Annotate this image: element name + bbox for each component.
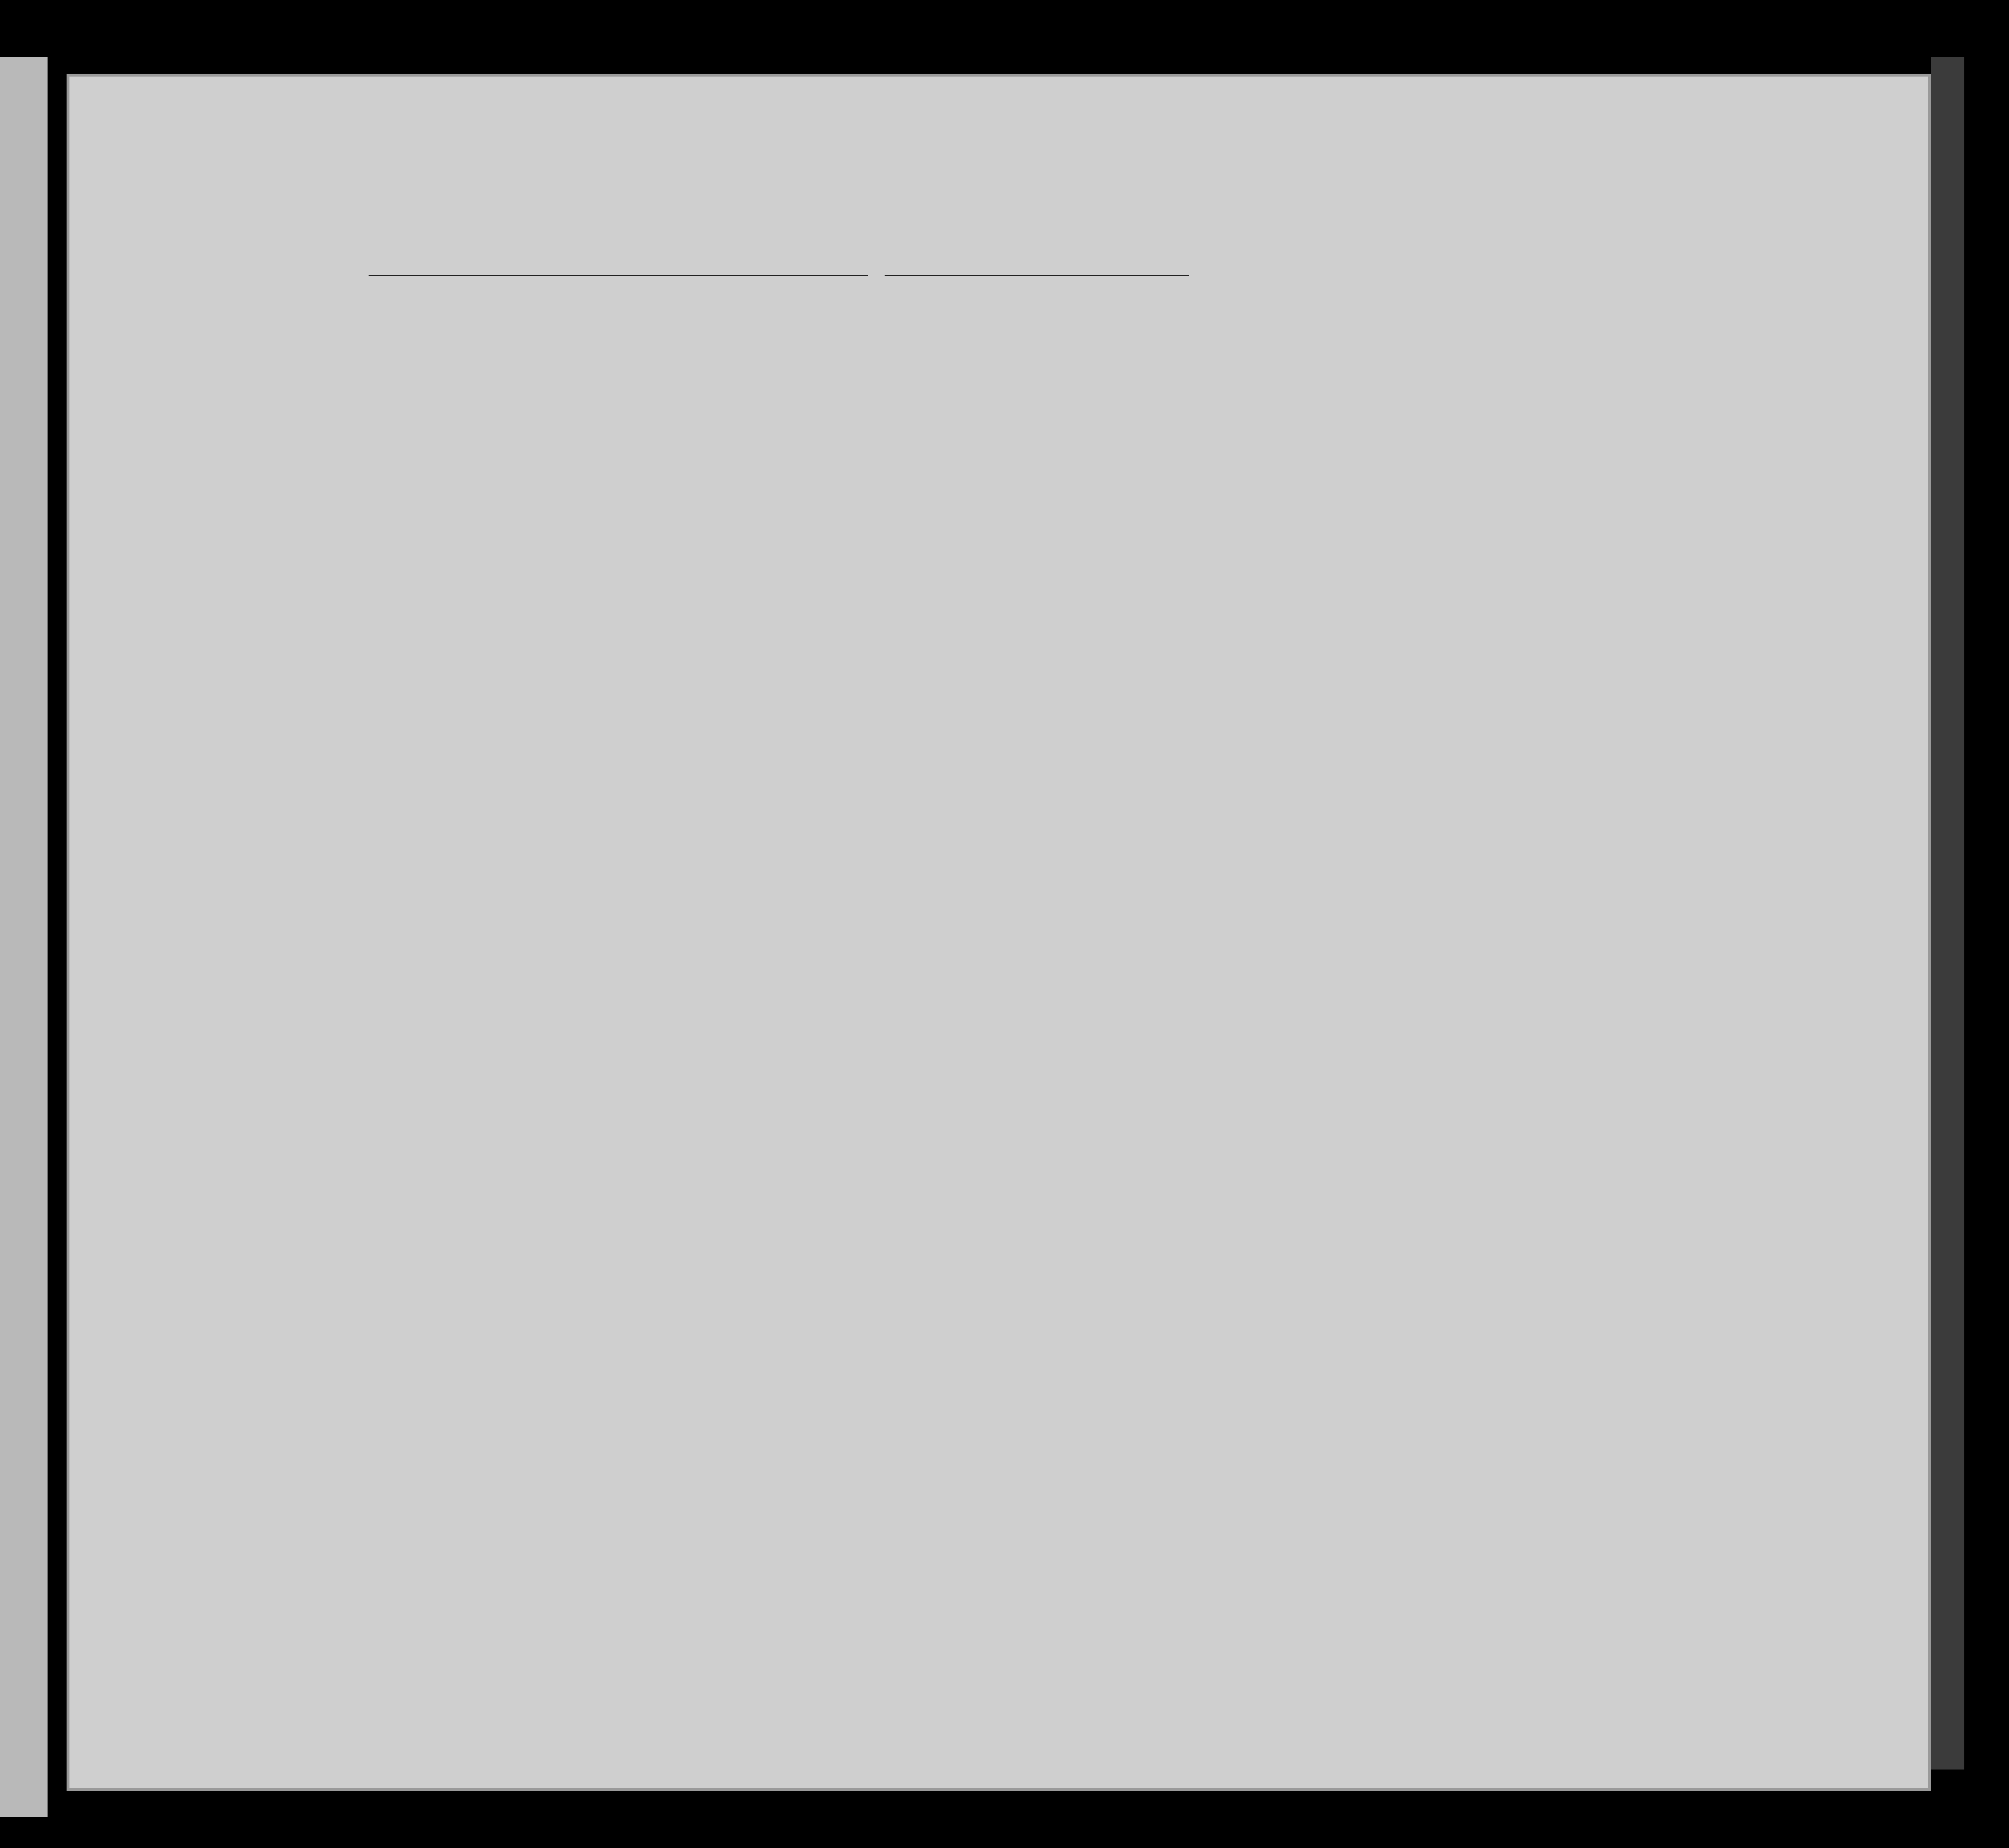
header-anarchist bbox=[1339, 340, 1356, 457]
header-feet bbox=[1610, 419, 1629, 457]
header-purpose-citizen bbox=[1246, 347, 1279, 457]
header-ticket bbox=[614, 335, 633, 459]
header-possession-50 bbox=[728, 335, 754, 459]
header-purpose-length bbox=[1184, 347, 1241, 457]
header-overthrow bbox=[1360, 340, 1415, 457]
header-prison bbox=[1282, 340, 1315, 457]
header-deported bbox=[1453, 340, 1493, 457]
header-offer bbox=[1417, 340, 1448, 457]
header-polygamist bbox=[1320, 340, 1336, 457]
header-inches bbox=[1632, 419, 1651, 457]
header-purpose-return bbox=[1137, 347, 1180, 457]
